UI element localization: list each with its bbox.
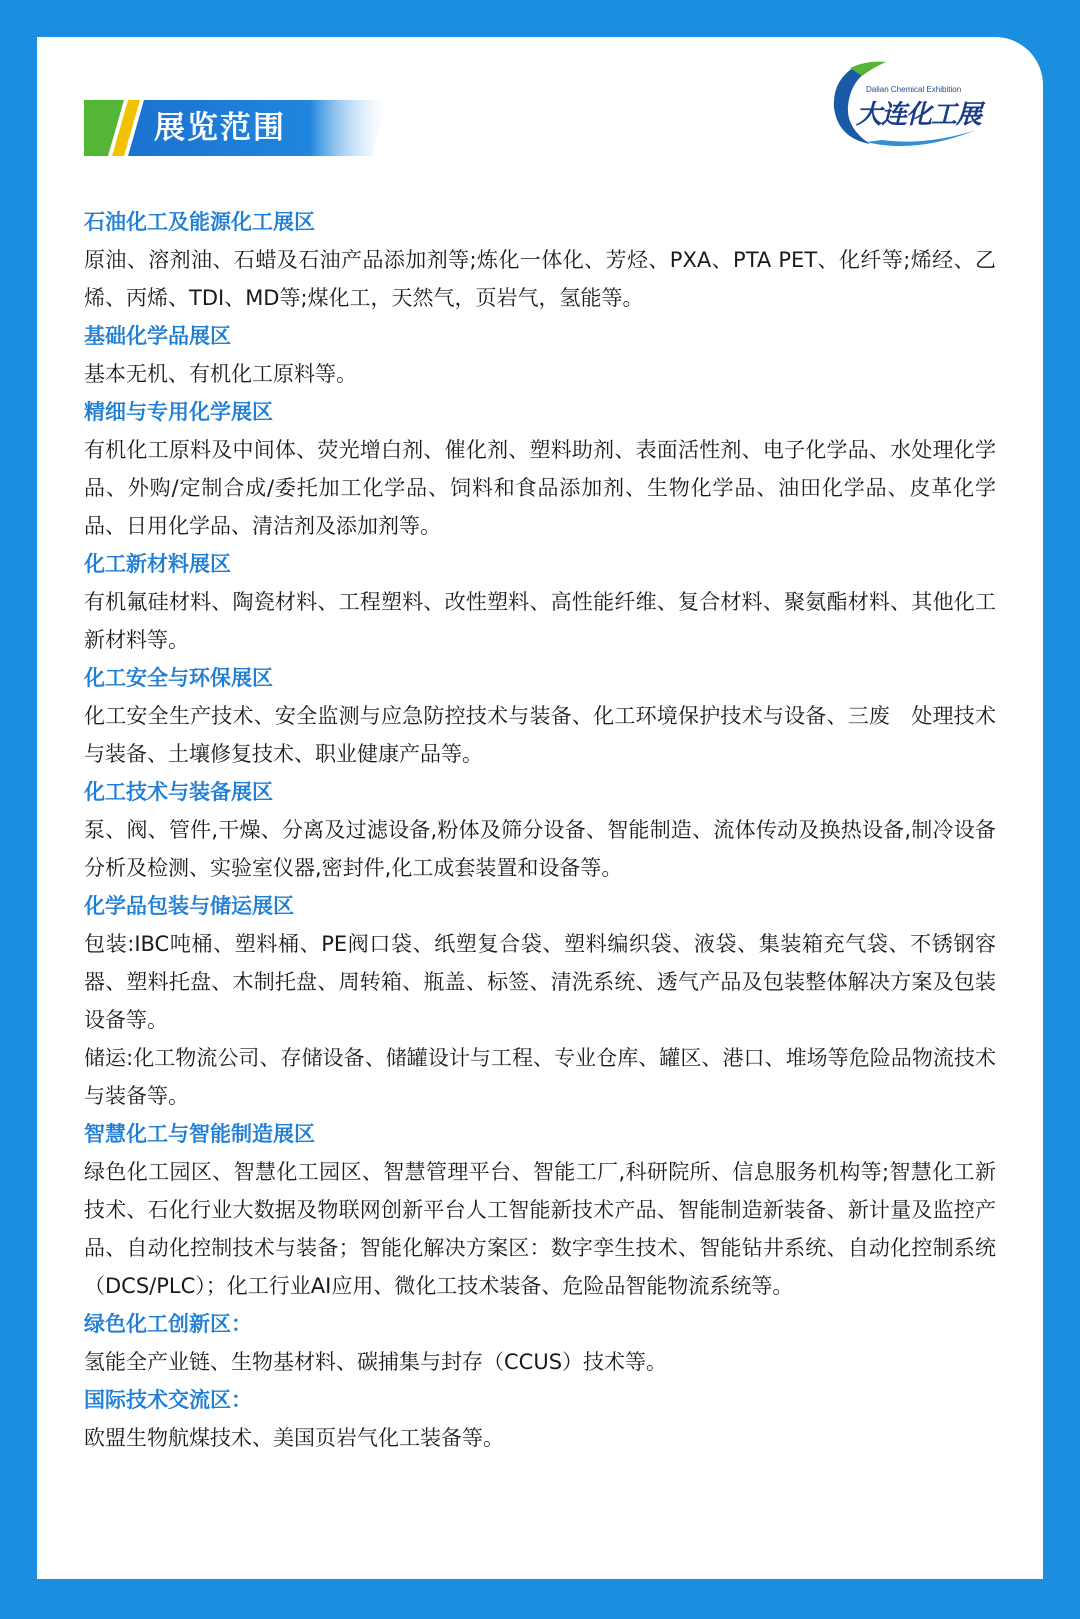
- exhibition-section: [84, 1305, 996, 1381]
- exhibition-section: [84, 203, 996, 317]
- exhibition-logo: [826, 58, 996, 154]
- section-body: 有机氟硅材料、陶瓷材料、工程塑料、改性塑料、高性能纤维、复合材料、聚氨酯材料、其他化工新材料等。: [84, 590, 996, 652]
- section-title: 石油化工及能源化工展区: [84, 210, 315, 234]
- section-body: 原油、溶剂油、石蜡及石油产品添加剂等;炼化一体化、芳烃、PXA、PTA PET、化纤等;烯经、乙烯、丙烯、TDI、MD等;煤化工，天然气，页岩气，氢能等。: [84, 248, 996, 310]
- logo-english-text: Dalian Chemical Exhibition: [866, 85, 962, 94]
- section-body: 储运:化工物流公司、存储设备、储罐设计与工程、专业仓库、罐区、港口、堆场等危险品物流技术与装备等。: [84, 1046, 996, 1108]
- section-title: 化工技术与装备展区: [84, 780, 273, 804]
- page-title: 展览范围: [154, 110, 286, 146]
- section-title: 国际技术交流区：: [84, 1388, 252, 1412]
- section-body: 包装:IBC吨桶、塑料桶、PE阀口袋、纸塑复合袋、塑料编织袋、液袋、集装箱充气袋、不锈钢容器、塑料托盘、木制托盘、周转箱、瓶盖、标签、清洗系统、透气产品及包装整体解决方案及包装设备等。: [84, 932, 996, 1032]
- section-title: 绿色化工创新区：: [84, 1312, 252, 1336]
- logo-chinese-text: 大连化工展: [856, 100, 982, 130]
- section-body: 氢能全产业链、生物基材料、碳捕集与封存（CCUS）技术等。: [84, 1350, 668, 1374]
- exhibition-scope-list: [84, 203, 996, 1457]
- section-title: 智慧化工与智能制造展区: [84, 1122, 315, 1146]
- exhibition-section: [84, 1115, 996, 1305]
- section-body: 有机化工原料及中间体、荧光增白剂、催化剂、塑料助剂、表面活性剂、电子化学品、水处理化学品、外购/定制合成/委托加工化学品、饲料和食品添加剂、生物化学品、油田化学品、皮革化学品、日用化学品、清洁剂及添加剂等。: [84, 438, 996, 538]
- section-title: 化工安全与环保展区: [84, 666, 273, 690]
- exhibition-section: [84, 659, 996, 773]
- section-body: 绿色化工园区、智慧化工园区、智慧管理平台、智能工厂,科研院所、信息服务机构等;智慧化工新技术、石化行业大数据及物联网创新平台人工智能新技术产品、智能制造新装备、新计量及监控产品、自动化控制技术与装备；智能化解决方案区：数字孪生技术、智能钻井系统、自动化控制系统（DCS/PLC）；化工行业AI应用、微化工技术装备、危险品智能物流系统等。: [84, 1160, 996, 1298]
- section-title: 基础化学品展区: [84, 324, 231, 348]
- header-banner: [84, 100, 388, 156]
- exhibition-section: [84, 317, 996, 393]
- exhibition-section: [84, 773, 996, 887]
- exhibition-section: [84, 887, 996, 1115]
- exhibition-section: [84, 1381, 996, 1457]
- section-body: 泵、阀、管件,干燥、分离及过滤设备,粉体及筛分设备、智能制造、流体传动及换热设备,制冷设备分析及检测、实验室仪器,密封件,化工成套装置和设备等。: [84, 818, 996, 880]
- section-body: 基本无机、有机化工原料等。: [84, 362, 357, 386]
- section-title: 化学品包装与储运展区: [84, 894, 294, 918]
- section-title: 化工新材料展区: [84, 552, 231, 576]
- exhibition-section: [84, 545, 996, 659]
- section-title: 精细与专用化学展区: [84, 400, 273, 424]
- section-body: 化工安全生产技术、安全监测与应急防控技术与装备、化工环境保护技术与设备、三废 处理技术与装备、土壤修复技术、职业健康产品等。: [84, 704, 996, 766]
- section-body: 欧盟生物航煤技术、美国页岩气化工装备等。: [84, 1426, 504, 1450]
- exhibition-section: [84, 393, 996, 545]
